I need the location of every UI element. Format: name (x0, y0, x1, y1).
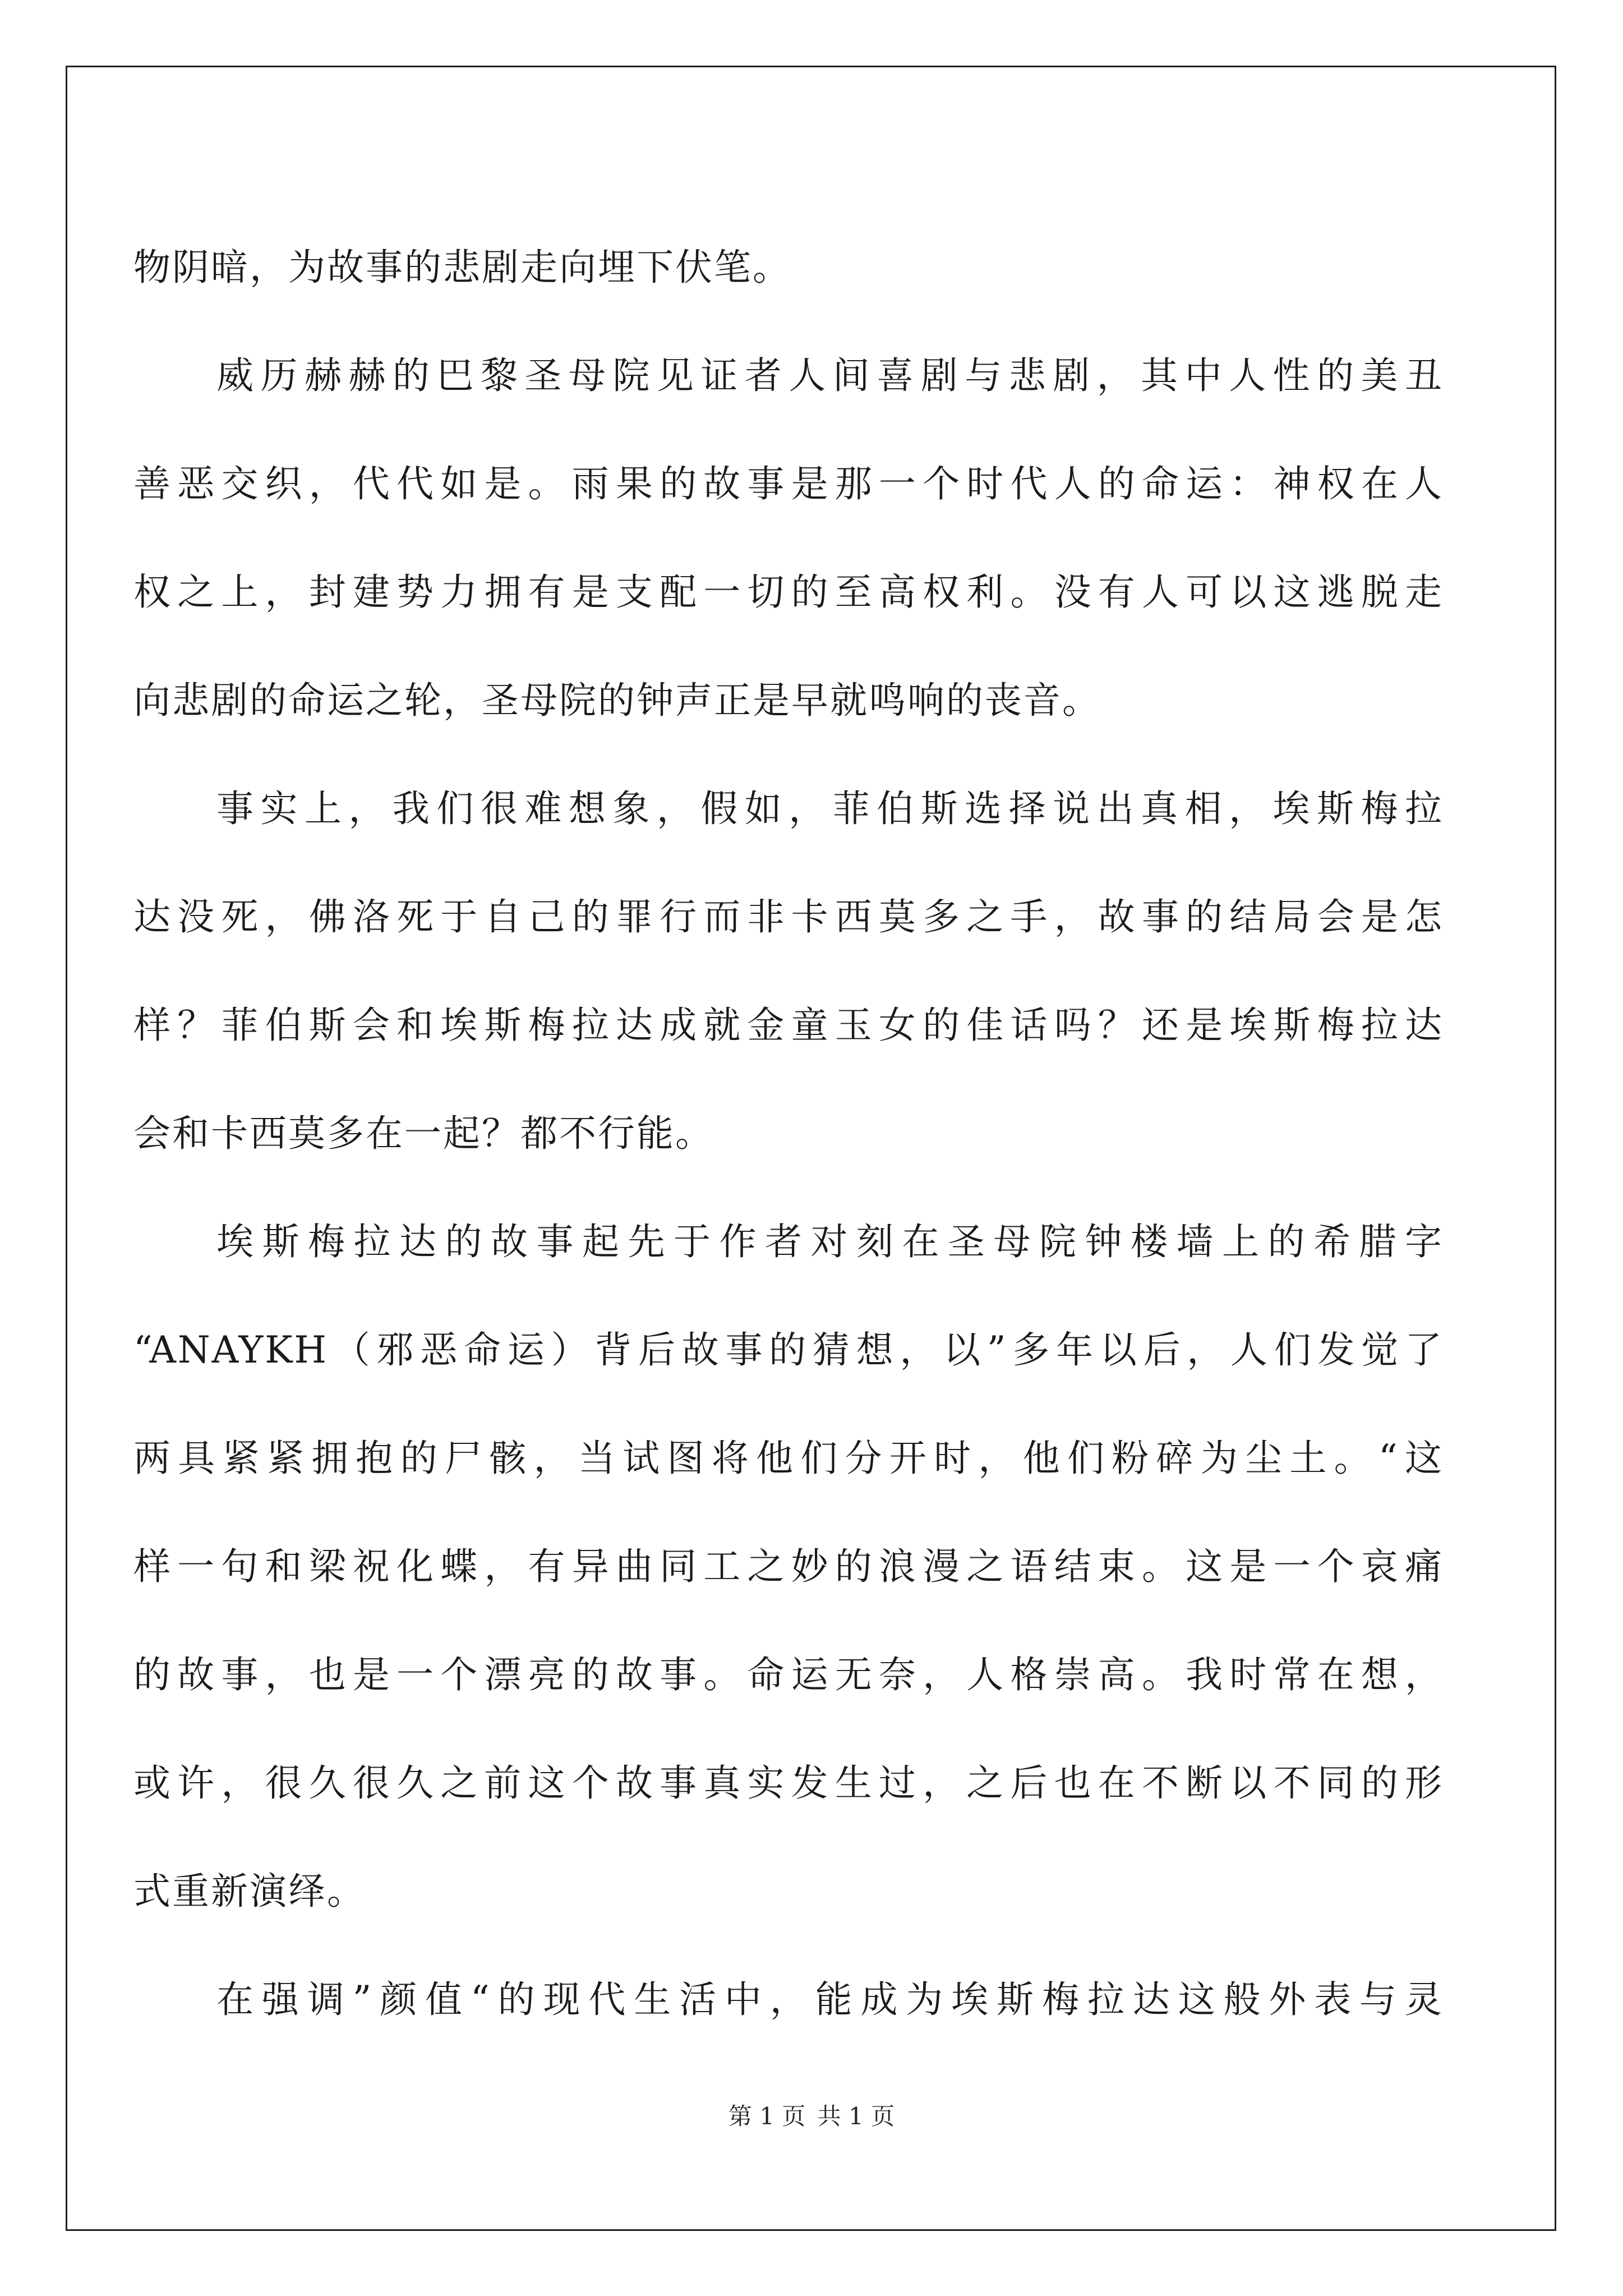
text-line: 物阴暗，为故事的悲剧走向埋下伏笔。 (133, 246, 791, 289)
text-line: 样？菲伯斯会和埃斯梅拉达成就金童玉女的佳话吗？还是埃斯梅拉达 (133, 1004, 1444, 1047)
text-line: 埃斯梅拉达的故事起先于作者对刻在圣母院钟楼墙上的希腊字 (216, 1220, 1444, 1263)
text-line: 善恶交织，代代如是。雨果的故事是那一个时代人的命运：神权在人 (133, 462, 1444, 505)
text-line: 事实上，我们很难想象，假如，菲伯斯选择说出真相，埃斯梅拉 (216, 787, 1444, 830)
text-line: 或许，很久很久之前这个故事真实发生过，之后也在不断以不同的形 (133, 1761, 1444, 1805)
text-line: “ANAYKH（邪恶命运）背后故事的猜想，以”多年以后，人们发觉了 (133, 1328, 1444, 1372)
text-line: 权之上，封建势力拥有是支配一切的至高权利。没有人可以这逃脱走 (133, 570, 1444, 614)
text-line: 样一句和梁祝化蝶，有异曲同工之妙的浪漫之语结束。这是一个哀痛 (133, 1545, 1444, 1588)
text-line: 会和卡西莫多在一起？都不行能。 (133, 1112, 714, 1155)
text-line: 式重新演绎。 (133, 1870, 366, 1913)
page-footer (0, 2098, 1623, 2132)
text-line: 的故事，也是一个漂亮的故事。命运无奈，人格崇高。我时常在想， (133, 1653, 1444, 1696)
text-line: 两具紧紧拥抱的尸骸，当试图将他们分开时，他们粉碎为尘土。“这 (133, 1437, 1444, 1480)
page-total: 共 1 页 (817, 2102, 895, 2130)
text-line: 威历赫赫的巴黎圣母院见证者人间喜剧与悲剧，其中人性的美丑 (216, 354, 1444, 397)
text-line: 向悲剧的命运之轮，圣母院的钟声正是早就鸣响的丧音。 (133, 679, 1101, 722)
page-number: 第 1 页 (728, 2102, 806, 2130)
text-line: 在强调”颜值“的现代生活中，能成为埃斯梅拉达这般外表与灵 (216, 1978, 1444, 2021)
text-line: 达没死，佛洛死于自己的罪行而非卡西莫多之手，故事的结局会是怎 (133, 895, 1444, 938)
document-body (133, 213, 1444, 2054)
